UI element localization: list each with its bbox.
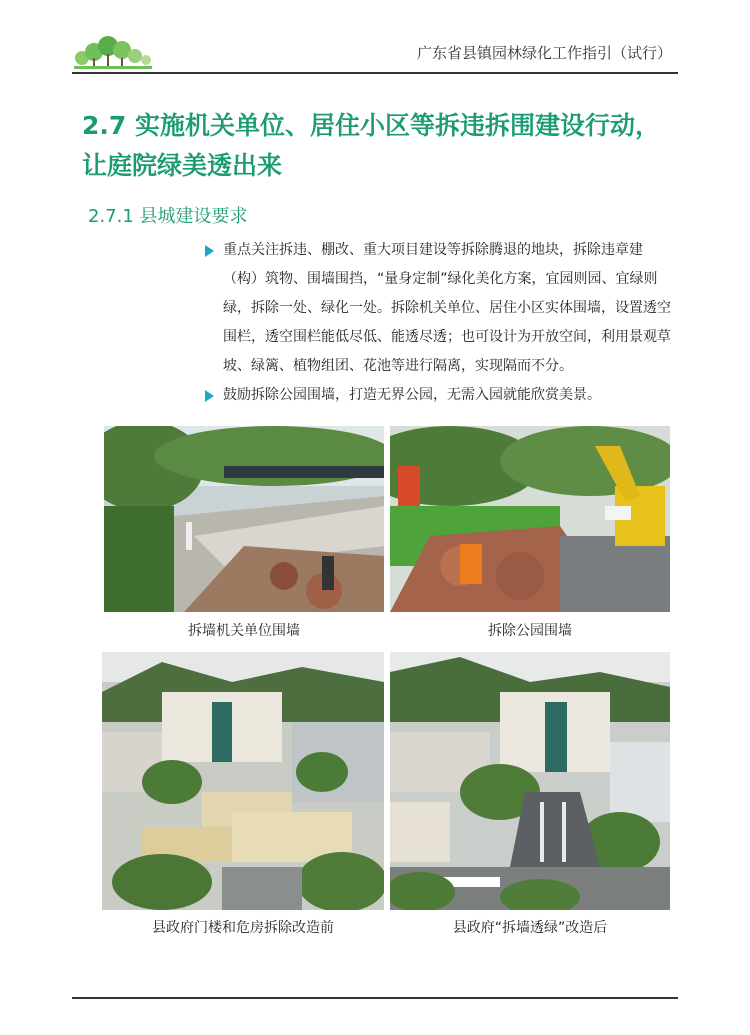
triangle-bullet-icon xyxy=(205,245,214,257)
footer-divider xyxy=(72,997,678,999)
document-title: 广东省县镇园林绿化工作指引（试行） xyxy=(416,44,672,62)
section-heading: 2.7 实施机关单位、居住小区等拆违拆围建设行动，让庭院绿美透出来 xyxy=(82,111,660,180)
bullet-text: 重点关注拆违、棚改、重大项目建设等拆除腾退的地块，拆除违章建（构）筑物、围墙围挡，“量身定制”绿化美化方案，宜园则园、宜绿则绿，拆除一处、绿化一处。拆除机关单位、居住小区实体围墙，设置透空围栏，透空围栏能低尽低、能透尽透；也可设计为开放空间，利用景观草坡、绿篱、植物组团、花池等进行隔离，实现隔而不分。 xyxy=(223,242,671,374)
photo-caption: 县政府门楼和危房拆除改造前 xyxy=(152,920,334,936)
photo-park-wall-demolition xyxy=(390,426,670,612)
photo-caption: 拆墙机关单位围墙 xyxy=(188,623,300,639)
photo-government-after xyxy=(390,652,670,910)
page-header xyxy=(0,0,750,75)
subsection-heading: 2.7.1 县城建设要求 xyxy=(88,206,248,227)
photo-caption: 县政府“拆墙透绿”改造后 xyxy=(452,920,608,936)
bullet-item xyxy=(205,381,675,410)
trees-logo-icon xyxy=(72,36,154,70)
triangle-bullet-icon xyxy=(205,390,214,402)
photo-office-wall-demolition xyxy=(104,426,384,612)
bullet-list xyxy=(205,236,675,410)
photo-caption: 拆除公园围墙 xyxy=(488,623,572,639)
photo-government-before xyxy=(102,652,384,910)
header-divider xyxy=(72,72,678,74)
bullet-item xyxy=(205,236,675,381)
bullet-text: 鼓励拆除公园围墙，打造无界公园，无需入园就能欣赏美景。 xyxy=(223,387,601,403)
